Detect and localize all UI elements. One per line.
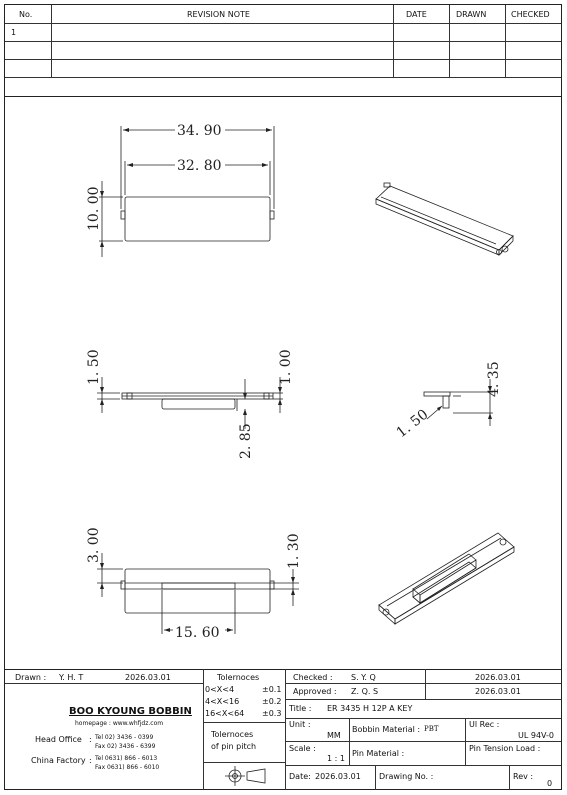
- drawn-date: 2026.03.01: [125, 673, 171, 682]
- drawn-by: Y. H. T: [59, 673, 84, 682]
- head-office-tel: Tel 02) 3436 - 0399: [95, 734, 154, 741]
- rev-row-1-no: 1: [11, 28, 17, 37]
- checked-date: 2026.03.01: [475, 673, 521, 682]
- dim-1-50-end: 1. 50: [393, 406, 432, 442]
- tol-value-1: ±0.1: [262, 685, 282, 694]
- dim-3-00: 3. 00: [86, 527, 102, 563]
- tol-pitch-2: of pin pitch: [211, 742, 257, 751]
- rev-header-checked: CHECKED: [511, 10, 550, 19]
- drawing-no-label: Drawing No. :: [379, 772, 434, 781]
- dim-1-50-side: 1. 50: [86, 349, 102, 385]
- approved-by: Z. Q. S: [351, 687, 379, 696]
- title-value: ER 3435 H 12P A KEY: [327, 704, 413, 713]
- dim-32-80: 32. 80: [177, 158, 222, 174]
- tol-range-3: 16<X<64: [205, 709, 245, 718]
- tol-title: Tolernoces: [217, 673, 260, 682]
- bobbin-material-value: PBT: [424, 725, 439, 733]
- approved-label: Approved :: [293, 687, 337, 696]
- tol-range-1: 0<X<4: [205, 685, 235, 694]
- front-view: [121, 197, 274, 241]
- rev-label: Rev :: [513, 772, 534, 781]
- checked-by: S. Y. Q: [351, 673, 376, 682]
- pin-tension-label: Pin Tension Load :: [469, 744, 541, 753]
- dim-2-85: 2. 85: [238, 423, 254, 459]
- rev-header-drawn: DRAWN: [456, 10, 487, 19]
- china-tel: Tel 0631) 866 - 6013: [95, 755, 158, 762]
- date-value: 2026.03.01: [315, 772, 361, 781]
- company-name: BOO KYOUNG BOBBIN: [69, 706, 192, 717]
- tol-pitch-1: Tolernoces: [211, 730, 254, 739]
- dim-1-00: 1. 00: [278, 349, 294, 385]
- rev-header-no: No.: [19, 10, 33, 19]
- tol-value-2: ±0.2: [262, 697, 282, 706]
- bottom-view: [121, 569, 274, 613]
- date-label: Date:: [289, 772, 311, 781]
- unit-label: Unit :: [289, 720, 311, 729]
- title-label: Title :: [289, 704, 312, 713]
- rev-value: 0: [547, 779, 553, 788]
- tol-value-3: ±0.3: [262, 709, 282, 718]
- dim-1-30: 1. 30: [286, 533, 302, 569]
- end-view: [424, 392, 461, 408]
- rev-header-date: DATE: [406, 10, 427, 19]
- drawn-label: Drawn :: [15, 673, 47, 682]
- projection-symbol-icon: [225, 766, 269, 786]
- head-office-label: Head Office: [35, 735, 82, 744]
- homepage: homepage : www.whfjdz.com: [75, 720, 164, 727]
- china-fax: Fax 0631) 866 - 6010: [95, 764, 160, 771]
- isometric-view-bottom: [379, 533, 514, 624]
- isometric-view-top: [376, 183, 513, 255]
- checked-label: Checked :: [293, 673, 333, 682]
- dim-4-35: 4. 35: [486, 361, 502, 397]
- approved-date: 2026.03.01: [475, 687, 521, 696]
- bobbin-material-label: Bobbin Material :: [352, 725, 421, 734]
- tol-range-2: 4<X<16: [205, 697, 240, 706]
- dim-10-00: 10. 00: [86, 186, 102, 231]
- dim-15-60: 15. 60: [175, 625, 220, 641]
- ul-rec-label: Ul Rec :: [469, 720, 500, 729]
- drawing-sheet: No. REVISION NOTE DATE DRAWN CHECKED 1 34. 90 32. 80 10. 00 1. 50 1. 00 2. 85 4. 35 1. 50 3. 00 1. 30 15. 60 Drawn : Y. H. T 2026.03.01 BOO KYOUNG BOBBIN homepage : www.whfjdz.com Head Office : Tel 02) 3436 - 0399 Fax 02) 3436 - 6399 China Factory : Tel 0631) 866 - 6013 Fax 0631) 866 - 6010 Tolernoces 0<X<4 ±0.1 4<X<16 ±0.2 16<X<64 ±0.3 Tolernoces of pin pitch Checked : S. Y. Q 2026.03.01 Approved : Z. Q. S 2026.03.01 Title : ER 3435 H 12P A KEY Unit : MM Bobbin Material : PBT Ul Rec : UL 94V-0 Scale : 1 : 1 Pin Material : Pin Tension Load : Date: 2026.03.01 Drawing No. : Rev : 0: [4, 4, 562, 790]
- head-office-fax: Fax 02) 3436 - 6399: [95, 743, 156, 750]
- china-factory-label: China Factory: [31, 756, 86, 765]
- technical-drawing: [1, 1, 567, 671]
- ul-rec-value: UL 94V-0: [518, 731, 555, 740]
- rev-header-note: REVISION NOTE: [187, 10, 250, 19]
- scale-value: 1 : 1: [327, 754, 345, 763]
- dim-34-90: 34. 90: [177, 123, 222, 139]
- pin-material-label: Pin Material :: [352, 749, 405, 758]
- scale-label: Scale :: [289, 744, 316, 753]
- side-view: [122, 393, 273, 409]
- unit-value: MM: [327, 731, 341, 740]
